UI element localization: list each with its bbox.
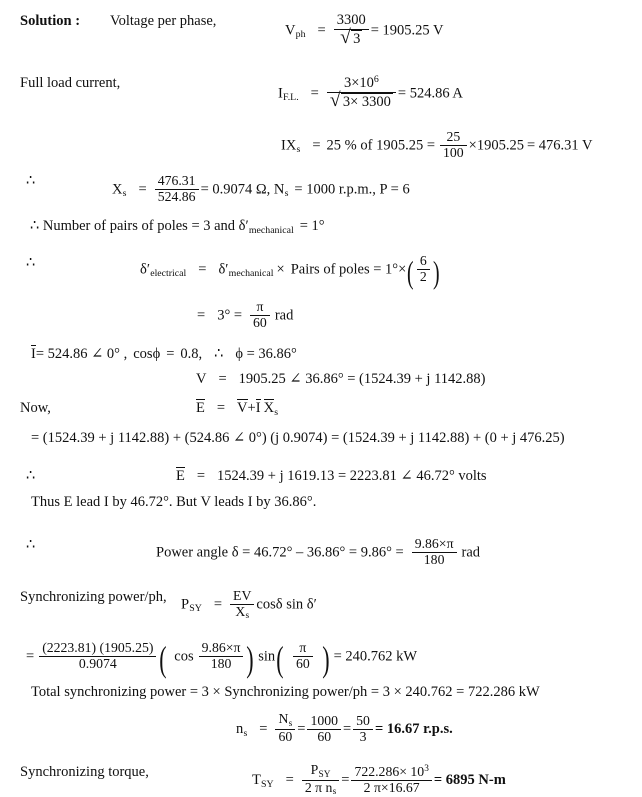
ixs-mult: ×1905.25 — [468, 137, 524, 154]
v-value: 1905.25 ∠ 36.86° = (1524.39 + j 1142.88) — [238, 371, 486, 387]
pairs-tail: = 1° — [299, 218, 325, 234]
pairs-of-poles-statement — [30, 219, 325, 236]
left-paren-sin: ( — [276, 639, 284, 679]
psy-symbol: P — [181, 596, 190, 613]
xs-result-tail: = 1000 r.p.m., P = 6 — [294, 181, 410, 198]
cos-label: cos — [174, 648, 194, 665]
voltage-per-phase-equation — [285, 13, 443, 47]
sync-torque-equation — [252, 763, 506, 797]
ns-result: = 16.67 r.p.s. — [374, 721, 453, 738]
left-paren-cos: ( — [159, 639, 168, 679]
psy-subscript: SY — [189, 603, 202, 615]
2pins-denominator: 2 π $n_s$ — [302, 780, 339, 797]
emf-result-value: 1524.39 + j 1619.13 = 2223.81 ∠ 46.72° volts — [217, 468, 487, 484]
ns-sub: s — [243, 727, 248, 739]
phi-value: ϕ = 36.86° — [235, 346, 297, 362]
solution-label: Solution : — [20, 13, 81, 29]
i-phasor-value: = 524.86 ∠ 0° , — [35, 346, 128, 362]
e-phasor-symbol: E — [196, 400, 205, 416]
tsy-symbol: T — [252, 772, 261, 789]
speed-rps-equation — [236, 712, 453, 745]
xs-symbol: X — [112, 181, 123, 198]
sync-power-equation — [181, 589, 317, 622]
thousand-over-60-fraction: $\frac{1000}{60}$ — [307, 714, 341, 745]
vph-result: = 1905.25 V — [370, 22, 444, 39]
radical-icon: √ — [329, 89, 341, 111]
sync-power-label: Synchronizing power/ph, — [20, 589, 167, 605]
ns-over-60-fraction: $\frac{N_s}{60}$ — [275, 712, 295, 745]
delta-electrical-equation — [140, 253, 440, 290]
radical-icon: √ — [340, 26, 351, 48]
xs-subscript: s — [122, 188, 127, 200]
cos-phi-label: cosϕ — [133, 346, 161, 362]
eval-equals: = — [26, 648, 35, 665]
emf-expansion: = (1524.39 + j 1142.88) + (524.86 ∠ 0°) (j 0.9074) = (1524.39 + j 1142.88) + (0 + j 476.25) — [31, 430, 565, 446]
ifl-result: = 524.86 A — [397, 85, 463, 102]
tsy-subscript: SY — [261, 778, 274, 790]
v-phasor-symbol: V — [237, 400, 248, 416]
now-label: Now, — [20, 400, 51, 416]
eval-main-fraction: $\frac{(2223.81) (1905.25)}{0.9074}$ — [39, 641, 156, 672]
delta-mech-subscript: mechanical — [248, 224, 294, 236]
right-paren-sin: ) — [322, 639, 330, 679]
sqrt-3-times-3300: √ 3× 3300 — [329, 89, 391, 111]
delta-mech-sub2: mechanical — [228, 268, 274, 280]
total-sync-power-statement: Total synchronizing power = 3 × Synchronizing power/ph = 3 × 240.762 = 722.286 kW — [31, 684, 540, 700]
left-paren: ( — [407, 254, 414, 290]
lead-statement: Thus E lead I by 46.72°. But V leads I by 36.86°. — [31, 494, 317, 510]
ns-symbol: n — [236, 721, 244, 738]
i-phasor-symbol: I — [31, 346, 36, 362]
emf-result-equals: = — [196, 468, 206, 484]
right-paren: ) — [432, 254, 440, 290]
rad-unit: rad — [274, 307, 294, 324]
poles-fraction: $\frac{6}{2}$ — [417, 254, 430, 285]
ixs-symbol: IX — [281, 137, 297, 154]
torque-numeric-fraction: $\frac{722.286\times 10^3}{2 \pi\times 16.67}$ — [351, 764, 431, 796]
emf-result-equation — [176, 467, 487, 484]
vph-equals: = — [317, 22, 326, 39]
ns-eq2: = — [297, 721, 306, 738]
therefore-1: ∴ — [26, 173, 36, 189]
vph-denominator — [334, 26, 369, 48]
sqrt-3: √ 3 — [340, 26, 361, 48]
cos-phi-equals: = — [166, 346, 175, 362]
ifl-symbol: I — [278, 85, 283, 102]
current-phasor-line — [31, 345, 297, 362]
delta-elec-subscript: electrical — [150, 268, 187, 280]
fifty-over-3-fraction: $\frac{50}{3}$ — [353, 714, 373, 745]
v-symbol: V — [196, 371, 207, 387]
ifl-equals: = — [310, 85, 319, 102]
ixs-text: 25 % of 1905.25 = — [326, 137, 435, 154]
sync-torque-label: Synchronizing torque, — [20, 764, 149, 780]
i-phasor-symbol-2: I — [255, 400, 261, 416]
sync-power-result: = 240.762 kW — [333, 648, 418, 665]
delta-elec-equals: = — [198, 261, 207, 278]
emf-equation — [196, 399, 278, 418]
torque-numerator: $722.286\times 10^3$ — [354, 763, 429, 779]
psy-over-2pins-fraction — [302, 763, 339, 797]
voltage-per-phase-label: Voltage per phase, — [110, 13, 217, 29]
psy-numerator: $P_{SY}$ — [310, 762, 331, 780]
ixs-fraction: $\frac{25}{100}$ — [440, 130, 467, 161]
rad-value: 3° = — [217, 307, 243, 324]
vph-symbol: V — [285, 22, 296, 39]
right-paren-cos: ) — [246, 639, 255, 679]
voltage-phasor-equation — [196, 372, 486, 387]
therefore-3: ∴ — [214, 346, 224, 362]
ixs-subscript: s — [296, 144, 301, 156]
ifl-denominator — [327, 89, 396, 111]
vph-subscript: ph — [295, 29, 306, 41]
tsy-equals: = — [285, 772, 294, 789]
ns-subscript: s — [284, 188, 289, 200]
sin-label: sin — [258, 648, 276, 665]
x-phasor-symbol: X — [263, 400, 275, 416]
ifl-fraction — [327, 75, 396, 110]
rad-equals: = — [197, 307, 206, 324]
sync-power-evaluation — [26, 639, 418, 679]
xs-sub-2: s — [274, 406, 279, 418]
ixs-equals: = — [312, 137, 321, 154]
xs-denominator: $X_s$ — [230, 604, 254, 622]
ns-eq3: = — [342, 721, 352, 738]
ns-numerator: $N_s$ — [278, 711, 293, 729]
e-phasor-symbol-2: E — [176, 468, 185, 484]
v-equals: = — [218, 371, 227, 387]
psy-tail: cosδ sin δ′ — [256, 596, 317, 613]
psy-equals: = — [213, 596, 223, 613]
tsy-eq2: = — [341, 772, 350, 789]
power-angle-text: Power angle δ = 46.72° – 36.86° = 9.86° = — [156, 544, 404, 561]
xs-equation — [112, 174, 410, 205]
ifl-subscript: F.L. — [283, 92, 299, 104]
cos-phi-value: 0.8, — [180, 346, 203, 362]
full-load-current-label: Full load current, — [20, 75, 121, 91]
pairs-text: ∴ Number of pairs of poles = 3 and δ′ — [30, 218, 249, 234]
plus-operator: + — [247, 400, 256, 416]
tsy-result: = 6895 N-m — [433, 772, 506, 789]
delta-rad-equation — [197, 300, 293, 331]
pi-over-60-fraction: $\frac{\pi}{60}$ — [250, 300, 270, 331]
delta-mech-symbol: δ′ — [218, 261, 229, 278]
ev-over-xs-fraction: $\frac{EV}{X_s}$ — [230, 589, 254, 622]
delta-elec-symbol: δ′ — [140, 261, 151, 278]
ns-equals: = — [259, 721, 268, 738]
therefore-5: ∴ — [26, 537, 36, 553]
xs-result: = 0.9074 Ω, N — [200, 181, 285, 198]
vph-fraction — [334, 13, 369, 47]
xs-fraction: $\frac{476.31}{524.86}$ — [155, 174, 199, 205]
sin-argument-fraction: $\frac{\pi}{60}$ — [293, 641, 313, 672]
emf-equals: = — [216, 400, 226, 416]
power-angle-equation — [156, 537, 480, 568]
power-angle-unit: rad — [461, 544, 481, 561]
vph-numerator: 3300 — [336, 12, 366, 28]
ixs-result: = 476.31 V — [526, 137, 593, 154]
xs-equals: = — [138, 181, 147, 198]
ixs-equation — [281, 130, 592, 161]
pairs-of-poles-text: Pairs of poles = 1°× — [290, 261, 407, 278]
full-load-current-equation — [278, 75, 463, 110]
cos-argument-fraction: $\frac{9.86\times\pi}{180}$ — [199, 641, 244, 672]
times-operator: × — [276, 261, 285, 278]
therefore-2: ∴ — [26, 255, 36, 271]
therefore-4: ∴ — [26, 468, 36, 484]
power-angle-fraction: $\frac{9.86\times\pi}{180}$ — [412, 537, 457, 568]
ifl-numerator: $3\times 10^6$ — [343, 74, 379, 92]
